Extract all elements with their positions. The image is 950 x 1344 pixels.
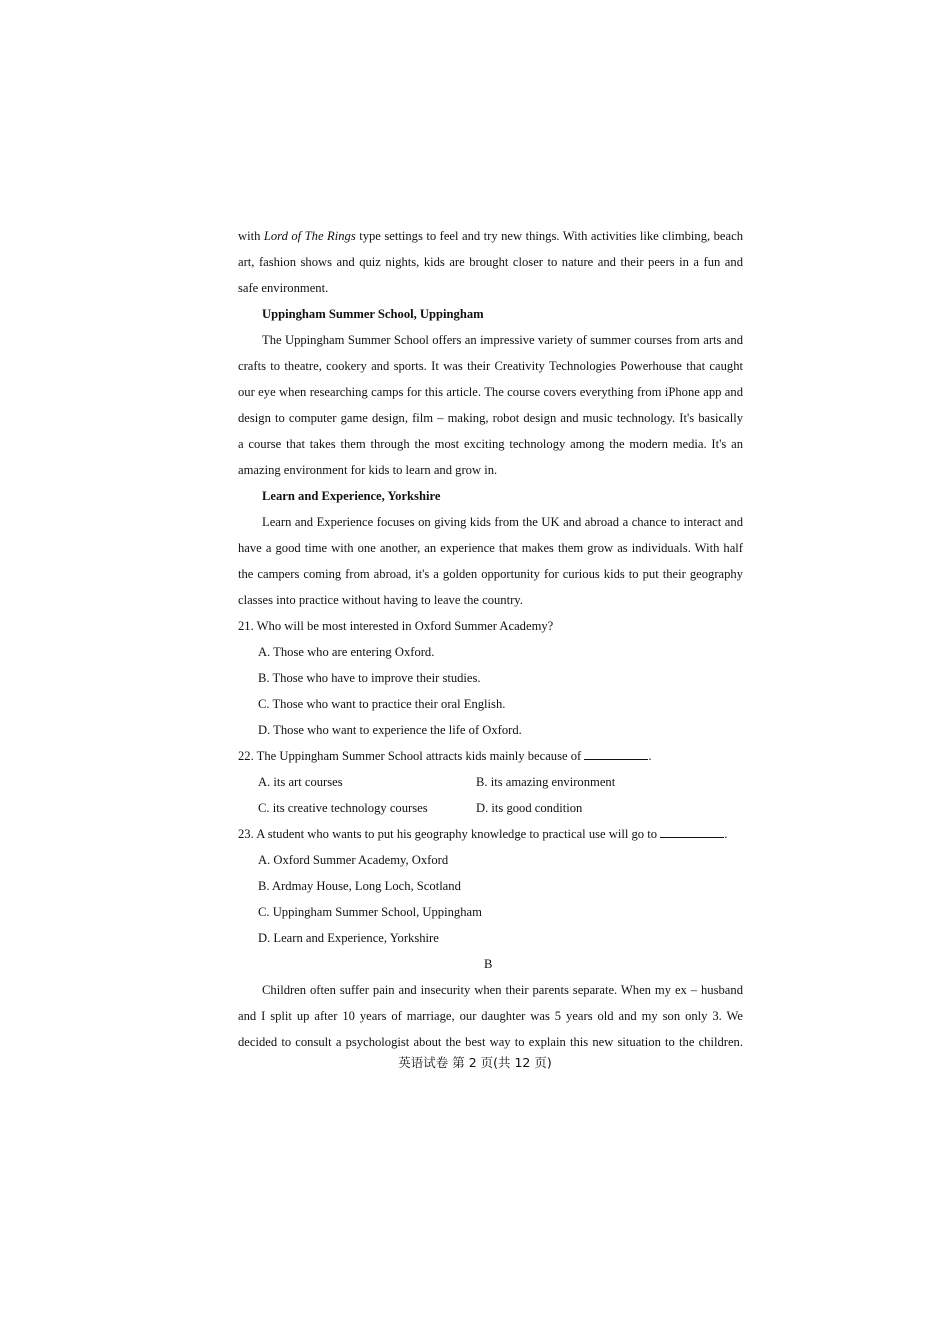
answer-blank	[584, 748, 648, 760]
passage-line: Learn and Experience focuses on giving kids from the UK and abroad a chance to interact and	[262, 515, 743, 529]
option-21-c[interactable]: C. Those who want to practice their oral English.	[258, 697, 506, 711]
option-21-d[interactable]: D. Those who want to experience the life of Oxford.	[258, 723, 522, 737]
option-23-d[interactable]: D. Learn and Experience, Yorkshire	[258, 931, 439, 945]
question-text: .	[648, 749, 652, 763]
section-heading-uppingham: Uppingham Summer School, Uppingham	[262, 307, 484, 321]
passage-line: the campers coming from abroad, it's a golden opportunity for curious kids to put their geography	[238, 567, 743, 581]
passage-line: art, fashion shows and quiz nights, kids are brought closer to nature and their peers in a fun and	[238, 255, 743, 269]
passage-line: The Uppingham Summer School offers an impressive variety of summer courses from arts and	[262, 333, 743, 347]
option-23-b[interactable]: B. Ardmay House, Long Loch, Scotland	[258, 879, 461, 893]
book-title: Lord of The Rings	[263, 229, 356, 243]
option-22-d[interactable]: D. its good condition	[476, 801, 583, 815]
passage-line: amazing environment for kids to learn and grow in.	[238, 463, 498, 477]
option-23-c[interactable]: C. Uppingham Summer School, Uppingham	[258, 905, 482, 919]
passage-line	[238, 228, 743, 244]
passage-line: design to computer game design, film – making, robot design and music technology. It's basically	[238, 411, 743, 425]
question-23	[238, 826, 727, 842]
question-21: 21. Who will be most interested in Oxford Summer Academy?	[238, 619, 554, 633]
passage-line: crafts to theatre, cookery and sports. It was their Creativity Technologies Powerhouse that caught	[238, 359, 743, 373]
option-22-b[interactable]: B. its amazing environment	[476, 775, 616, 789]
passage-line: have a good time with one another, an experience that makes them grow as individuals. With half	[238, 541, 743, 555]
passage-line: classes into practice without having to leave the country.	[238, 593, 523, 607]
question-text: 22. The Uppingham Summer School attracts kids mainly because of	[238, 749, 585, 763]
option-22-a[interactable]: A. its art courses	[258, 775, 343, 789]
section-heading-learn: Learn and Experience, Yorkshire	[262, 489, 441, 503]
option-21-a[interactable]: A. Those who are entering Oxford.	[258, 645, 435, 659]
passage-line: safe environment.	[238, 281, 329, 295]
passage-line: and I split up after 10 years of marriage, our daughter was 5 years old and my son only 3. We	[238, 1009, 743, 1023]
question-text: .	[724, 827, 728, 841]
option-21-b[interactable]: B. Those who have to improve their studies.	[258, 671, 481, 685]
question-text: 23. A student who wants to put his geography knowledge to practical use will go to	[238, 827, 661, 841]
answer-blank	[660, 826, 724, 838]
option-23-a[interactable]: A. Oxford Summer Academy, Oxford	[258, 853, 449, 867]
question-22	[238, 748, 652, 764]
passage-line: a course that takes them through the most exciting technology among the modern media. It's an	[238, 437, 743, 451]
passage-line: decided to consult a psychologist about the best way to explain this new situation to the children.	[238, 1035, 743, 1049]
text-span: type settings to feel and try new things. With activities like climbing, beach	[355, 229, 743, 243]
passage-line: Children often suffer pain and insecurity when their parents separate. When my ex – husband	[262, 983, 743, 997]
passage-line: our eye when researching camps for this article. The course covers everything from iPhone app and	[238, 385, 743, 399]
page-footer: 英语试卷 第 2 页(共 12 页)	[398, 1055, 552, 1070]
text-span: with	[238, 229, 264, 243]
passage-b-heading: B	[484, 957, 493, 971]
option-22-c[interactable]: C. its creative technology courses	[258, 801, 428, 815]
